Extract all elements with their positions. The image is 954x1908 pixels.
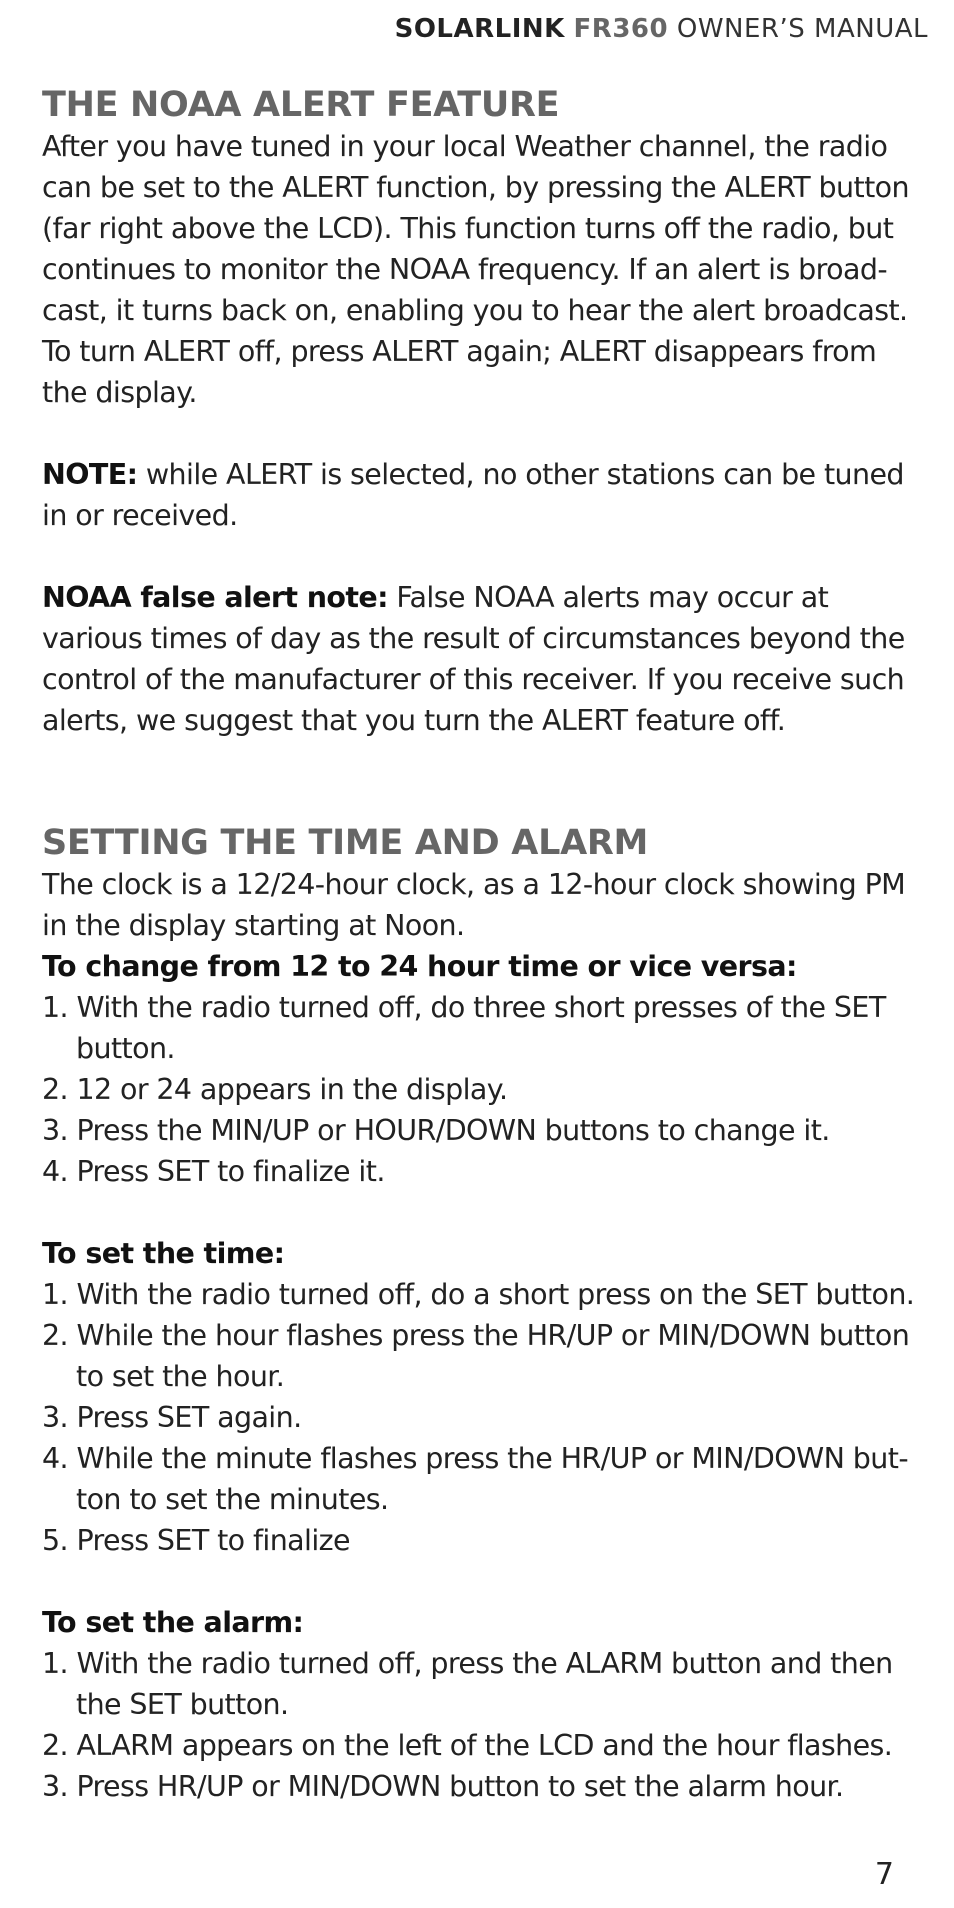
paragraph-line: (far right above the LCD). This function turns off the radio, but [42, 212, 894, 245]
paragraph-line: control of the manufacturer of this receiver. If you receive such [42, 663, 905, 696]
paragraph-line: alerts, we suggest that you turn the ALERT feature off. [42, 704, 786, 737]
note-paragraph [42, 454, 922, 536]
step-text: 2. 12 or 24 appears in the display. [42, 1073, 508, 1106]
note-text: while ALERT is selected, no other stations can be tuned [137, 458, 904, 491]
list-item [42, 1315, 922, 1397]
list-item [42, 1069, 922, 1110]
list-item [42, 1766, 922, 1807]
time-intro [42, 864, 922, 946]
section-title-time-alarm: SETTING THE TIME AND ALARM [42, 823, 649, 863]
false-alert-paragraph [42, 577, 922, 741]
steps-change-format [42, 987, 922, 1192]
step-text: 1. With the radio turned off, press the ALARM button and then the SET button. [42, 1647, 893, 1721]
list-item [42, 1725, 922, 1766]
list-item [42, 1397, 922, 1438]
subhead-set-time: To set the time: [42, 1237, 285, 1270]
subhead-set-alarm: To set the alarm: [42, 1606, 304, 1639]
list-item [42, 1643, 922, 1725]
running-header [395, 14, 928, 44]
header-brand: SOLARLINK [394, 14, 565, 44]
false-alert-text: False NOAA alerts may occur at [387, 581, 829, 614]
paragraph-line: continues to monitor the NOAA frequency. If an alert is broad- [42, 253, 888, 286]
header-doc-title: OWNER’S MANUAL [676, 14, 928, 44]
note-text-cont: in or received. [42, 499, 238, 532]
paragraph-line: can be set to the ALERT function, by pressing the ALERT button [42, 171, 909, 204]
paragraph-line: in the display starting at Noon. [42, 909, 465, 942]
step-text: 3. Press the MIN/UP or HOUR/DOWN buttons to change it. [42, 1114, 830, 1147]
noaa-paragraph [42, 126, 922, 413]
step-text: 3. Press SET again. [42, 1401, 302, 1434]
step-text: 2. ALARM appears on the left of the LCD and the hour flashes. [42, 1729, 893, 1762]
step-text: 1. With the radio turned off, do three short presses of the SET button. [42, 991, 886, 1065]
list-item [42, 1110, 922, 1151]
page-number: 7 [874, 1857, 894, 1892]
step-text: 4. While the minute flashes press the HR/UP or MIN/DOWN but- ton to set the minutes. [42, 1442, 909, 1516]
list-item [42, 1438, 922, 1520]
steps-set-alarm [42, 1643, 922, 1807]
paragraph-line: The clock is a 12/24-hour clock, as a 12-hour clock showing PM [42, 868, 906, 901]
step-text: 5. Press SET to finalize [42, 1524, 350, 1557]
steps-set-time [42, 1274, 922, 1561]
subhead-change-format: To change from 12 to 24 hour time or vice versa: [42, 950, 797, 983]
false-alert-label: NOAA false alert note: [42, 581, 388, 614]
step-text: 1. With the radio turned off, do a short press on the SET button. [42, 1278, 915, 1311]
list-item [42, 1520, 922, 1561]
paragraph-line: After you have tuned in your local Weather channel, the radio [42, 130, 888, 163]
header-model: FR360 [573, 14, 669, 44]
paragraph-line: To turn ALERT off, press ALERT again; ALERT disappears from [42, 335, 877, 368]
paragraph-line: cast, it turns back on, enabling you to hear the alert broadcast. [42, 294, 908, 327]
list-item [42, 1151, 922, 1192]
step-text: 4. Press SET to finalize it. [42, 1155, 385, 1188]
step-text: 3. Press HR/UP or MIN/DOWN button to set the alarm hour. [42, 1770, 844, 1803]
section-title-noaa: THE NOAA ALERT FEATURE [42, 85, 560, 125]
list-item [42, 1274, 922, 1315]
paragraph-line: the display. [42, 376, 197, 409]
paragraph-line: various times of day as the result of circumstances beyond the [42, 622, 905, 655]
note-label: NOTE: [42, 458, 138, 491]
step-text: 2. While the hour flashes press the HR/UP or MIN/DOWN button to set the hour. [42, 1319, 910, 1393]
list-item [42, 987, 922, 1069]
page-content [42, 84, 922, 1807]
